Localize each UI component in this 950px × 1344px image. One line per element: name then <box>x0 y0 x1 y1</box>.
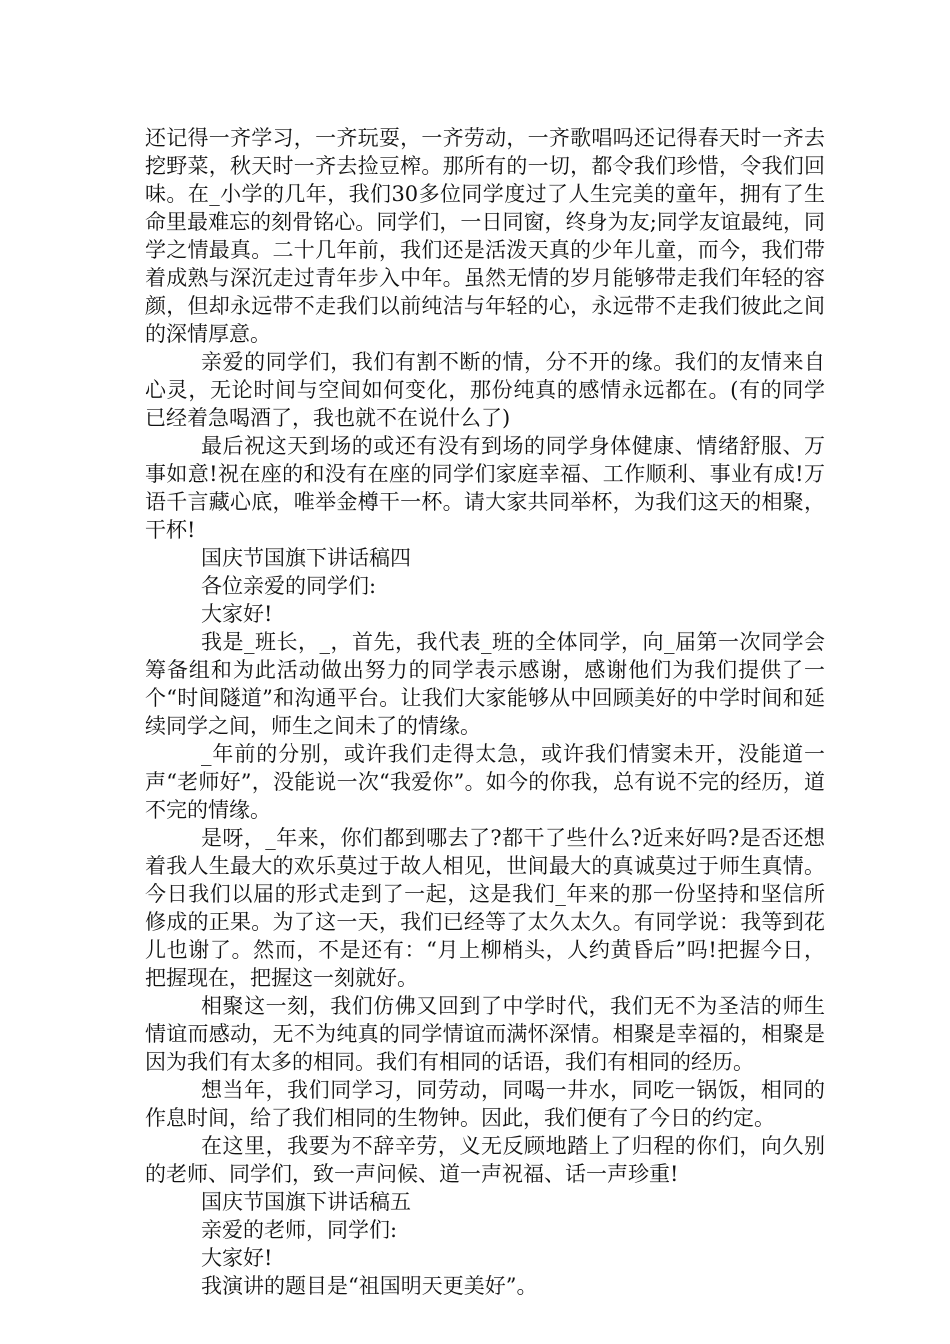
paragraph-back-then: 想当年，我们同学习，同劳动，同喝一井水，同吃一锅饭，相同的作息时间，给了我们相同的生物钟。因此，我们便有了今日的约定。 <box>145 1078 825 1130</box>
greeting-hello: 大家好! <box>201 602 273 626</box>
document-page <box>145 124 825 1300</box>
salutation-teachers: 亲爱的老师，同学们: <box>201 1218 398 1242</box>
paragraph-friendship: 亲爱的同学们，我们有割不断的情，分不开的缘。我们的友情来自心灵，无论时间与空间如何变化，那份纯真的感情永远都在。(有的同学已经着急喝酒了，我也就不在说什么了) <box>145 350 825 430</box>
paragraph-farewell: _年前的分别，或许我们走得太急，或许我们情窦未开，没能道一声“老师好”，没能说一次“我爱你”。如今的你我，总有说不完的经历，道不完的情缘。 <box>145 742 825 822</box>
paragraph-speech-title: 我演讲的题目是“祖国明天更美好”。 <box>201 1274 538 1298</box>
salutation-classmates: 各位亲爱的同学们: <box>201 574 377 598</box>
paragraph-greetings: 在这里，我要为不辞辛劳，义无反顾地踏上了归程的你们，向久别的老师、同学们，致一声问候、道一声祝福、话一声珍重! <box>145 1134 825 1186</box>
paragraph-memories: 还记得一齐学习，一齐玩耍，一齐劳动，一齐歌唱吗还记得春天时一齐去挖野菜，秋天时一齐去捡豆榨。那所有的一切，都令我们珍惜，令我们回味。在_小学的几年，我们30多位同学度过了人生完美的童年，拥有了生命里最难忘的刻骨铭心。同学们，一日同窗，终身为友;同学友谊最纯，同学之情最真。二十几年前，我们还是活泼天真的少年儿童，而今，我们带着成熟与深沉走过青年步入中年。虽然无情的岁月能够带走我们年轻的容颜，但却永远带不走我们以前纯洁与年轻的心，永远带不走我们彼此之间的深情厚意。 <box>145 126 825 346</box>
paragraph-toast: 最后祝这天到场的或还有没有到场的同学身体健康、情绪舒服、万事如意!祝在座的和没有在座的同学们家庭幸福、工作顺利、事业有成!万语千言藏心底，唯举金樽干一杯。请大家共同举杯，为我们这天的相聚，干杯! <box>145 434 825 542</box>
paragraph-where-have-you-been: 是呀，_年来，你们都到哪去了?都干了些什么?近来好吗?是否还想着我人生最大的欢乐莫过于故人相见，世间最大的真诚莫过于师生真情。今日我们以届的形式走到了一起，这是我们_年来的那一份坚持和坚信所修成的正果。为了这一天，我们已经等了太久太久。有同学说：我等到花儿也谢了。然而，不是还有：“月上柳梢头，人约黄昏后”吗!把握今日，把握现在，把握这一刻就好。 <box>145 826 825 990</box>
paragraph-monitor-thanks: 我是_班长，_，首先，我代表_班的全体同学，向_届第一次同学会筹备组和为此活动做出努力的同学表示感谢，感谢他们为我们提供了一个“时间隧道”和沟通平台。让我们大家能够从中回顾美好的中学时间和延续同学之间，师生之间未了的情缘。 <box>145 630 825 738</box>
section-heading-four: 国庆节国旗下讲话稿四 <box>201 546 411 570</box>
greeting-hello-2: 大家好! <box>201 1246 273 1270</box>
paragraph-reunion-moment: 相聚这一刻，我们仿佛又回到了中学时代，我们无不为圣洁的师生情谊而感动，无不为纯真的同学情谊而满怀深情。相聚是幸福的，相聚是因为我们有太多的相同。我们有相同的话语，我们有相同的经历。 <box>145 994 825 1074</box>
section-heading-five: 国庆节国旗下讲话稿五 <box>201 1190 411 1214</box>
